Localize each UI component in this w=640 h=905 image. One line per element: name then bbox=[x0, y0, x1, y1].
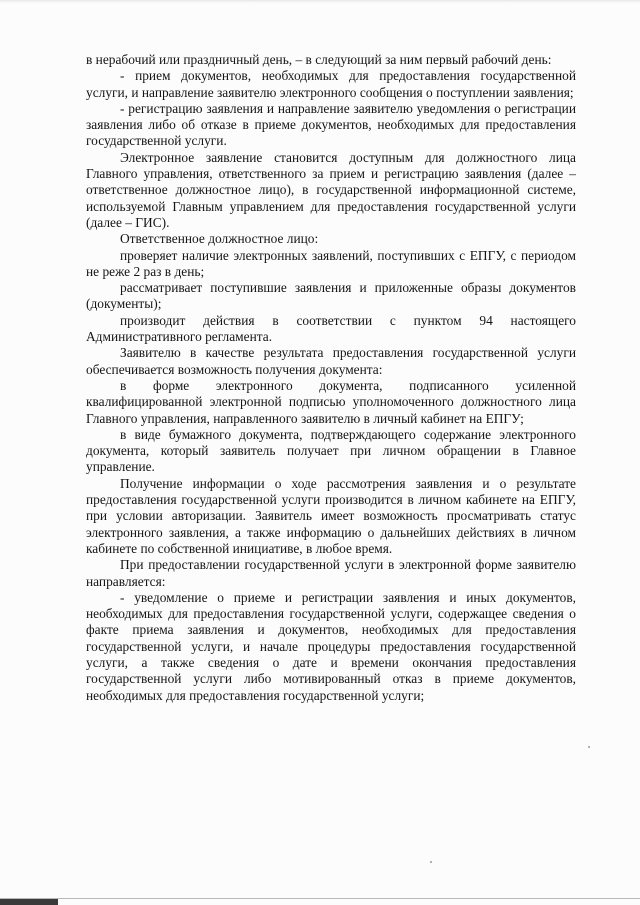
scan-speck bbox=[588, 746, 590, 748]
scan-top-edge bbox=[0, 0, 640, 3]
paragraph-checks: проверяет наличие электронных заявлений, поступивших с ЕПГУ, с периодом не реже 2 раз в день; bbox=[86, 247, 576, 279]
paragraph-electronic-application: Электронное заявление становится доступным для должностного лица Главного управления, ответственного за прием и регистрацию заявления (далее – ответственное должностное лицо), в государственной информационной системе, используемой Главным управлением для предоставления государственной услуги (далее – ГИС). bbox=[86, 149, 576, 230]
scan-bottom-line bbox=[0, 898, 640, 899]
paragraph-electronic-document: в форме электронного документа, подписанного усиленной квалифицированной электронной подписью уполномоченного должностного лица Главного управления, направленного заявителю в личный кабинет на ЕПГУ; bbox=[86, 377, 576, 426]
paragraph-status-info: Получение информации о ходе рассмотрения заявления и о результате предоставления государственной услуги производится в личном кабинете на ЕПГУ, при условии авторизации. Заявитель имеет возможность просматривать статус электронного заявления, а также информацию о дальнейших действиях в личном кабинете по собственной инициативе, в любое время. bbox=[86, 475, 576, 556]
paragraph-performs-actions: производит действия в соответствии с пунктом 94 настоящего Административного регламента. bbox=[86, 312, 576, 345]
paragraph-official-heading: Ответственное должностное лицо: bbox=[120, 231, 319, 247]
paragraph-reviews: рассматривает поступившие заявления и приложенные образы документов (документы); bbox=[86, 280, 576, 312]
paragraph-notification-receipt: - уведомление о приеме и регистрации заявления и иных документов, необходимых для предоставления государственной услуги, содержащее сведения о факте приема заявления и документов, необходимых для предоставления государственной услуги, и начале процедуры предоставления государственной услуги, а также сведения о дате и времени окончания предоставления государственной услуги либо мотивированный отказ в приеме документов, необходимых для предоставления государственной услуги; bbox=[86, 589, 576, 703]
paragraph-result-options: Заявителю в качестве результата предоставления государственной услуги обеспечивается возможность получения документа: bbox=[86, 345, 576, 377]
paragraph-notifications-heading: При предоставлении государственной услуги в электронной форме заявителю направляется: bbox=[86, 557, 576, 589]
scan-bottom-mark bbox=[0, 899, 58, 905]
document-body bbox=[86, 52, 576, 704]
paragraph-continuation: в нерабочий или праздничный день, – в следующий за ним первый рабочий день: bbox=[86, 52, 552, 67]
paragraph-document-intake: - прием документов, необходимых для предоставления государственной услуги, и направление заявителю электронного сообщения о поступлении заявления; bbox=[86, 68, 576, 100]
paragraph-paper-document: в виде бумажного документа, подтверждающего содержание электронного документа, который заявитель получает при личном обращении в Главное управление. bbox=[86, 426, 576, 475]
paragraph-registration: - регистрацию заявления и направление заявителю уведомления о регистрации заявления либо об отказе в приеме документов, необходимых для предоставления государственной услуги. bbox=[86, 100, 576, 149]
scan-speck bbox=[430, 861, 432, 863]
